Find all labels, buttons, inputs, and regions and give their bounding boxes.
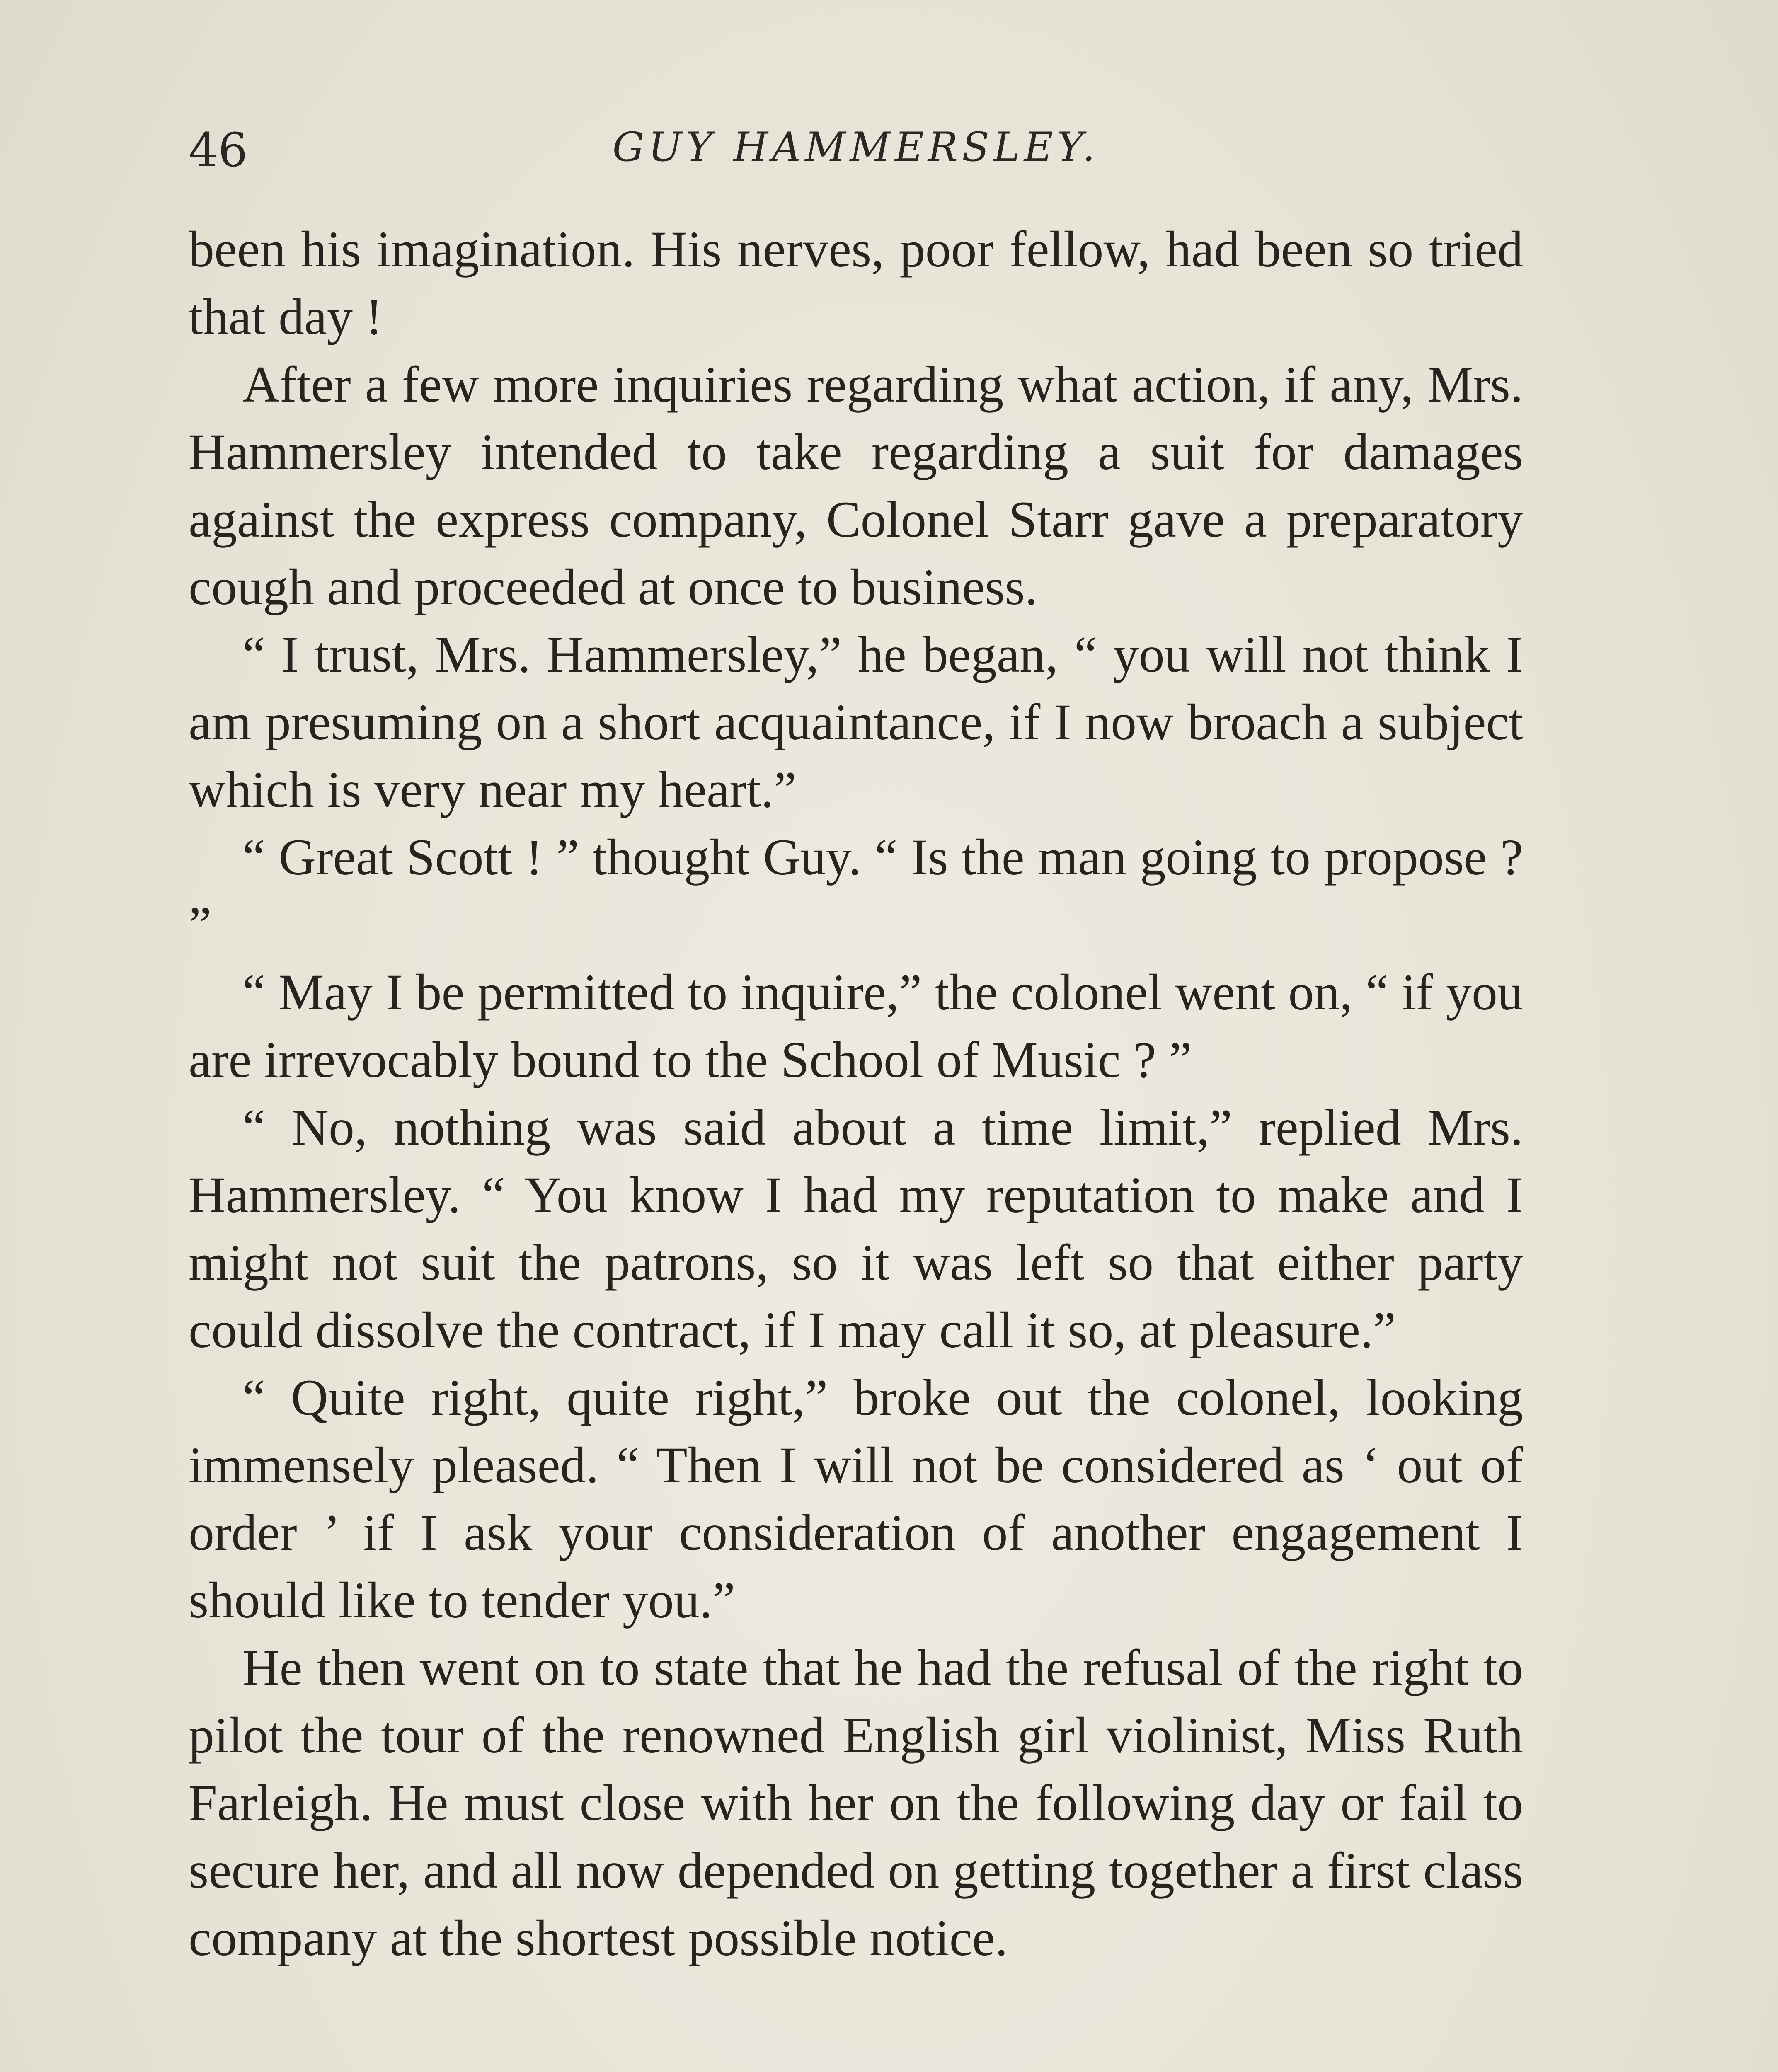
page-number: 46 — [189, 123, 248, 177]
paragraph: “ May I be permitted to inquire,” the colonel went on, “ if you are irrevocably bound to the School of Music ? ” — [189, 964, 1523, 1088]
paragraph: “ Quite right, quite right,” broke out the colonel, looking immensely pleased. “ Then I will not be considered as ‘ out of order ’ if I ask your consideration of another engagement I should like to tender you.” — [189, 1369, 1523, 1629]
running-head: GUY HAMMERSLEY. — [612, 124, 1100, 170]
paragraph: “ I trust, Mrs. Hammersley,” he began, “ you will not think I am presuming on a short acquaintance, if I now broach a subject which is very near my heart.” — [189, 626, 1523, 818]
body-text — [189, 215, 1523, 1972]
paragraph: “ Great Scott ! ” thought Guy. “ Is the man going to propose ? ” — [189, 829, 1523, 953]
paragraph: “ No, nothing was said about a time limit,” replied Mrs. Hammersley. “ You know I had my reputation to make and I might not suit the patrons, so it was left so that either party could dissolve the contract, if I may call it so, at pleasure.” — [189, 1099, 1523, 1358]
paragraph: He then went on to state that he had the refusal of the right to pilot the tour of the renowned English girl violinist, Miss Ruth Farleigh. He must close with her on the following day or fail to secure her, and all now depended on getting together a first class company at the shortest possible notice. — [189, 1639, 1523, 1966]
paragraph: After a few more inquiries regarding what action, if any, Mrs. Hammersley intended to take regarding a suit for damages against the express company, Colonel Starr gave a preparatory cough and proceeded at once to business. — [189, 356, 1523, 615]
page-header — [189, 112, 1523, 186]
paragraph: been his imagination. His nerves, poor fellow, had been so tried that day ! — [189, 221, 1523, 345]
